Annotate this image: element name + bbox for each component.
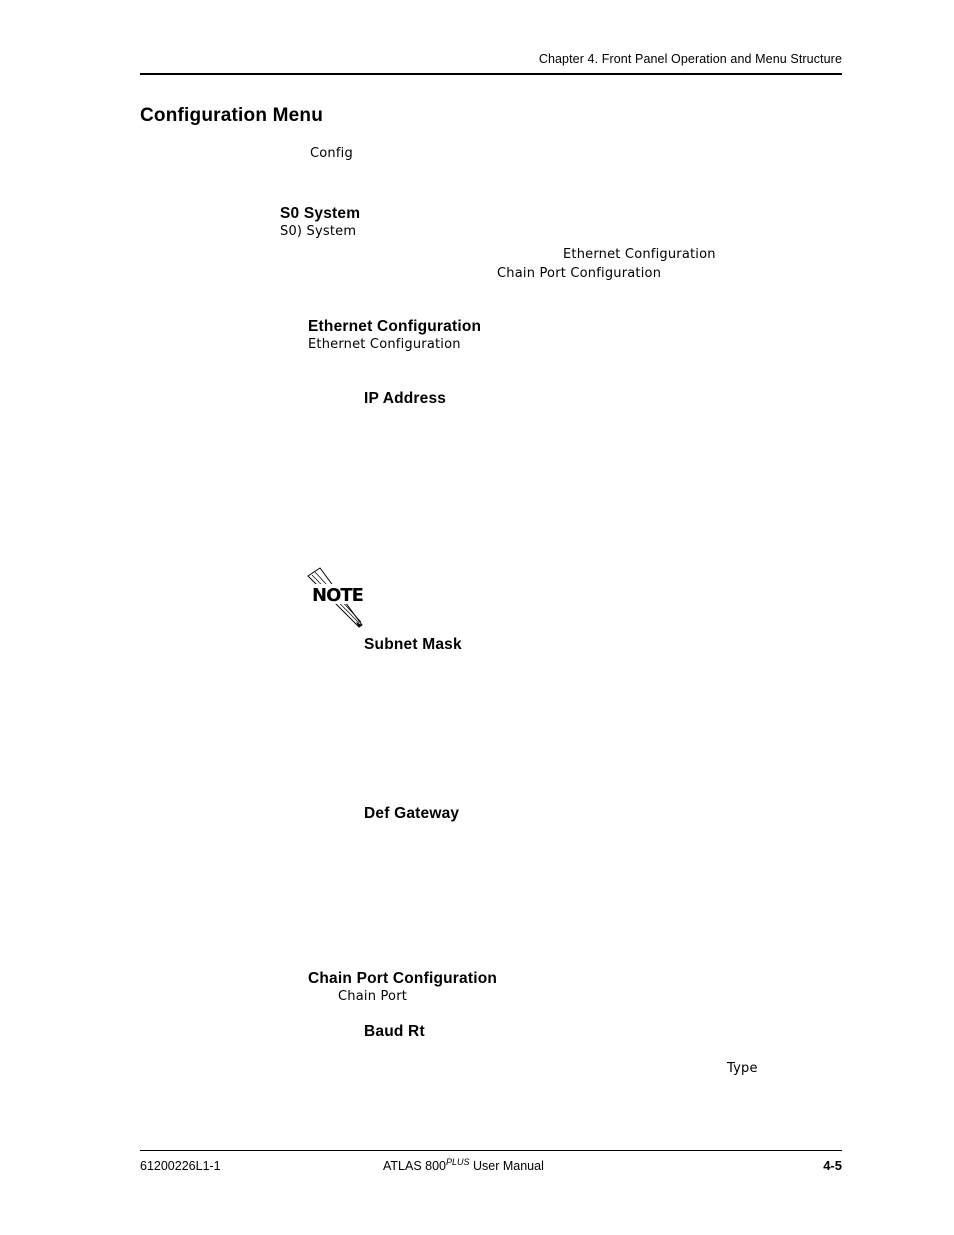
running-header: Chapter 4. Front Panel Operation and Menu Structure [538,52,842,66]
manual-superscript: PLUS [446,1157,470,1167]
manual-suffix: User Manual [469,1159,544,1173]
ethernet-heading: Ethernet Configuration [308,318,482,335]
type-label: Type [727,1061,758,1076]
note-icon [304,567,366,629]
page-number: 4-5 [823,1158,842,1173]
system-menu-path: S0) System [280,224,357,239]
def-gateway-heading: Def Gateway [364,805,460,822]
chain-heading: Chain Port Configuration [308,970,498,987]
subnet-mask-heading: Subnet Mask [364,636,462,653]
ip-address-heading: IP Address [364,390,447,407]
note-graphic [304,567,366,629]
system-heading: S0 System [280,205,361,222]
chain-menu-path: Chain Port [338,989,408,1004]
system-option-ethernet: Ethernet Configuration [563,247,716,262]
page-title: Configuration Menu [140,105,324,126]
note-label: NOTE [312,585,363,606]
header-rule [140,73,842,75]
system-option-chain: Chain Port Configuration [497,266,662,281]
baud-rt-heading: Baud Rt [364,1023,425,1040]
part-number: 61200226L1-1 [140,1159,221,1173]
manual-title [383,1157,544,1173]
ethernet-menu-path: Ethernet Configuration [308,337,461,352]
manual-prefix: ATLAS 800 [383,1159,447,1173]
config-menu-path: Config [310,146,353,161]
footer-rule [140,1150,842,1151]
